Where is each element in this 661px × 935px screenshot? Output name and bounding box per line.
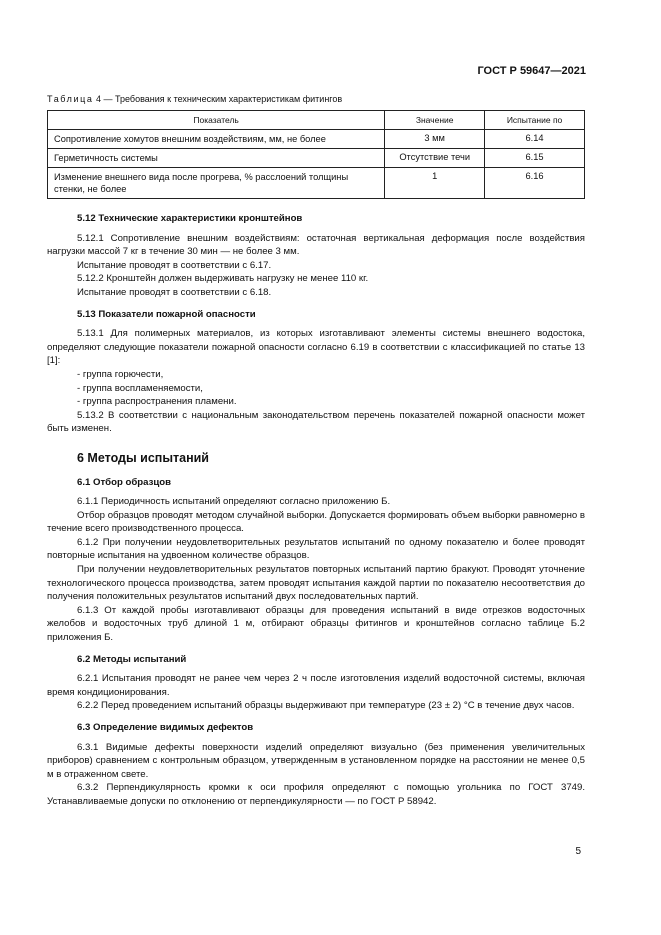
table-cell: 6.15 [485, 149, 585, 168]
header-indicator: Показатель [48, 111, 385, 130]
document-id: ГОСТ Р 59647—2021 [477, 65, 586, 77]
table-caption [47, 94, 342, 104]
paragraph: 6.3.2 Перпендикулярность кромки к оси профиля определяют с помощью угольника по ГОСТ 3749. Устанавливаемые допуски по отклонению от перпендикулярности — по ГОСТ Р 58942. [47, 782, 585, 807]
paragraph: 5.13.2 В соответствии с национальным законодательством перечень показателей пожарной опасности может быть изменен. [47, 409, 585, 435]
section-heading: 6.2 Методы испытаний [77, 653, 187, 665]
page-number: 5 [575, 846, 581, 857]
section-heading: 5.12 Технические характеристики кронштейнов [77, 213, 303, 224]
table-cell: 1 [385, 168, 485, 199]
table-cell: Герметичность системы [48, 149, 385, 168]
table-header-row [48, 111, 585, 130]
header-value: Значение [385, 111, 485, 130]
chapter-heading: 6 Методы испытаний [77, 450, 209, 465]
table-cell: Изменение внешнего вида после прогрева, % расслоений толщины стенки, не более [48, 168, 385, 199]
requirements-table [47, 110, 585, 199]
document-body [47, 212, 585, 809]
paragraph: 5.12.1 Сопротивление внешним воздействиям: остаточная вертикальная деформация после воздействия нагрузки массой 7 кг в течение 30 мин — не более 3 мм. [47, 232, 585, 258]
paragraph: Испытание проводят в соответствии с 6.18. [77, 286, 272, 298]
paragraph: 5.13.1 Для полимерных материалов, из которых изготавливают элементы системы внешнего водостока, определяют следующие показатели пожарной опасности согласно 6.19 в соответствии с классификацией по статье 13 [1]: [47, 328, 585, 367]
paragraph: 5.12.2 Кронштейн должен выдерживать нагрузку не менее 110 кг. [77, 273, 369, 285]
section-heading: 6.3 Определение видимых дефектов [77, 722, 254, 733]
table-cell: 3 мм [385, 130, 485, 149]
list-item: - группа горючести, [77, 368, 164, 380]
paragraph: 6.1.2 При получении неудовлетворительных результатов испытаний по одному показателю и более проводят повторные испытания на удвоенном количестве образцов. [47, 536, 585, 562]
section-heading: 6.1 Отбор образцов [77, 476, 171, 488]
table-cell: Отсутствие течи [385, 149, 485, 168]
paragraph: 6.3.1 Видимые дефекты поверхности изделий определяют визуально (без применения увеличительных приборов) сравнением с контрольным образцом, утвержденным в установленном порядке на расстоянии не менее 0,5 м в отраженном свете. [47, 741, 585, 780]
paragraph: Отбор образцов проводят методом случайной выборки. Допускается формировать объем выборки равномерно в течение всего производственного процесса. [47, 509, 585, 535]
section-heading: 5.13 Показатели пожарной опасности [77, 308, 256, 320]
table-caption-text: 4 — Требования к техническим характеристикам фитингов [96, 94, 343, 104]
table-row [48, 168, 585, 199]
list-item: - группа воспламеняемости, [77, 382, 203, 394]
paragraph: Испытание проводят в соответствии с 6.17. [77, 259, 272, 271]
table-caption-label: Таблица [47, 94, 94, 104]
paragraph: При получении неудовлетворительных результатов повторных испытаний партию бракуют. Проводят уточнение технологического процесса производства, затем проводят испытания каждой партии по показателю несоответствия до получения положительных результатов испытаний двух последовательных партий. [47, 564, 585, 603]
table-cell: Сопротивление хомутов внешним воздействиям, мм, не более [48, 130, 385, 149]
table-cell: 6.14 [485, 130, 585, 149]
table-row [48, 149, 585, 168]
list-item: - группа распространения пламени. [77, 396, 237, 408]
table-cell: 6.16 [485, 168, 585, 199]
paragraph: 6.1.1 Периодичность испытаний определяют согласно приложению Б. [77, 496, 391, 508]
header-test: Испытание по [485, 111, 585, 130]
paragraph: 6.2.2 Перед проведением испытаний образцы выдерживают при температуре (23 ± 2) °С в течение двух часов. [77, 700, 575, 712]
paragraph: 6.1.3 От каждой пробы изготавливают образцы для проведения испытаний в виде отрезков водосточных желобов и водосточных труб длиной 1 м, отбирают образцы фитингов и кронштейнов согласно таблице Б.2 приложения Б. [47, 604, 585, 644]
paragraph: 6.2.1 Испытания проводят не ранее чем через 2 ч после изготовления изделий водосточной системы, включая время кондиционирования. [47, 673, 585, 698]
table-row [48, 130, 585, 149]
